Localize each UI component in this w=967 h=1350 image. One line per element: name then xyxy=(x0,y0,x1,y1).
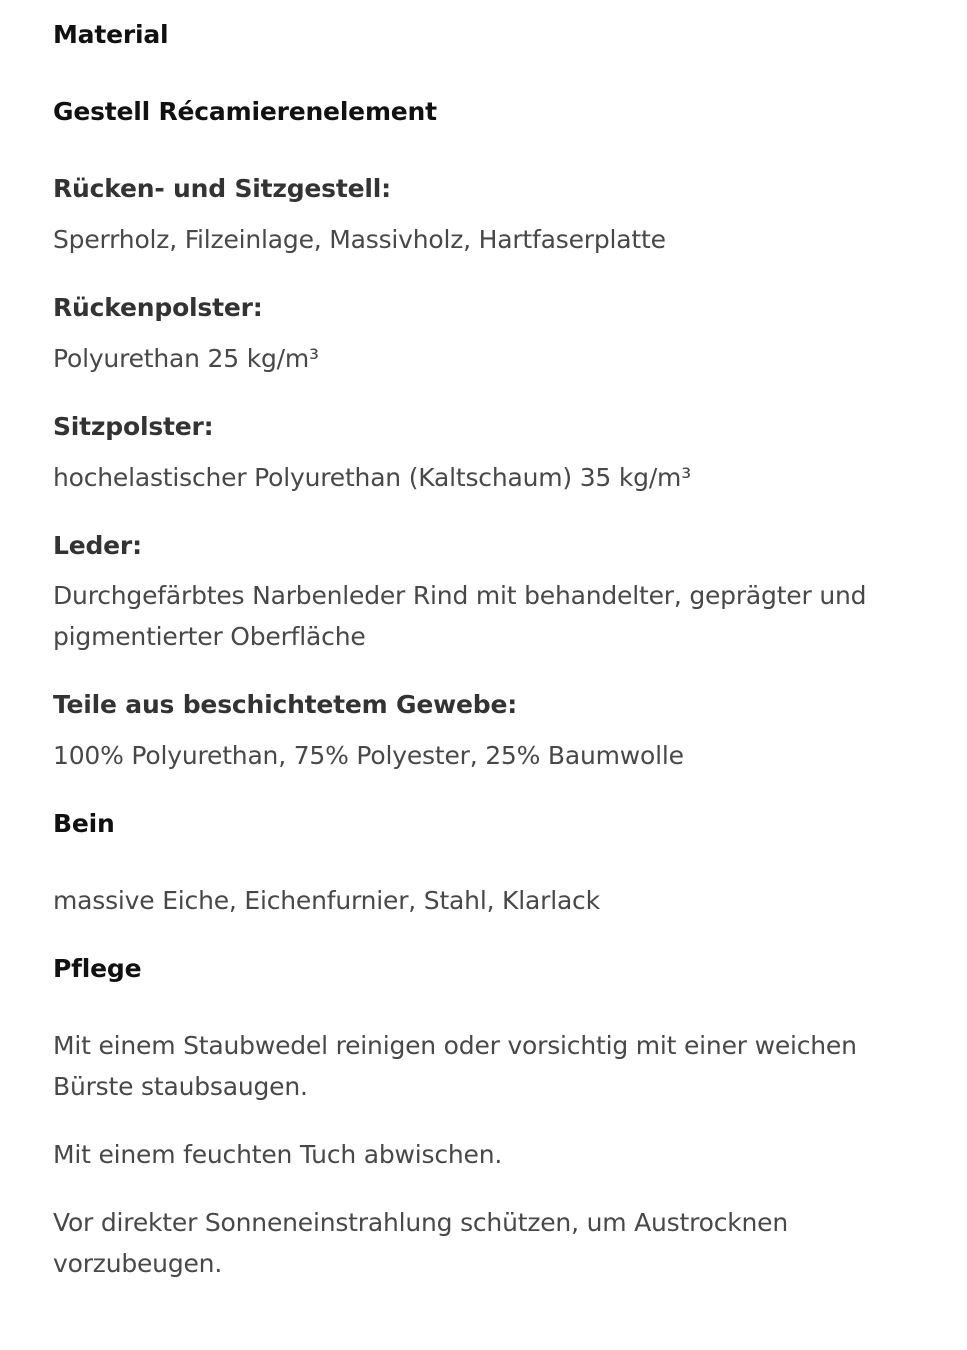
leg-value: massive Eiche, Eichenfurnier, Stahl, Klarlack xyxy=(53,886,600,915)
care-heading: Pflege xyxy=(53,954,142,983)
care-instruction-dusting: Mit einem Staubwedel reinigen oder vorsichtig mit einer weichen Bürste staubsaugen. xyxy=(53,1031,857,1101)
leather-value: Durchgefärbtes Narbenleder Rind mit behandelter, geprägter und pigmentierter Oberfläche xyxy=(53,581,867,651)
frame-heading: Gestell Récamierenelement xyxy=(53,97,437,126)
coated-fabric-value: 100% Polyurethan, 75% Polyester, 25% Baumwolle xyxy=(53,741,684,770)
seat-cushion-label: Sitzpolster: xyxy=(53,412,214,441)
coated-fabric-label: Teile aus beschichtetem Gewebe: xyxy=(53,690,518,719)
seat-cushion-value: hochelastischer Polyurethan (Kaltschaum) 35 kg/m³ xyxy=(53,463,692,492)
care-instruction-sunlight: Vor direkter Sonneneinstrahlung schützen, um Austrocknen vorzubeugen. xyxy=(53,1208,789,1278)
material-heading: Material xyxy=(53,20,169,49)
back-cushion-label: Rückenpolster: xyxy=(53,293,263,322)
back-seat-frame-value: Sperrholz, Filzeinlage, Massivholz, Hartfaserplatte xyxy=(53,225,666,254)
care-instruction-wipe: Mit einem feuchten Tuch abwischen. xyxy=(53,1140,503,1169)
leather-label: Leder: xyxy=(53,531,142,560)
back-seat-frame-label: Rücken- und Sitzgestell: xyxy=(53,174,391,203)
leg-heading: Bein xyxy=(53,809,115,838)
back-cushion-value: Polyurethan 25 kg/m³ xyxy=(53,344,319,373)
